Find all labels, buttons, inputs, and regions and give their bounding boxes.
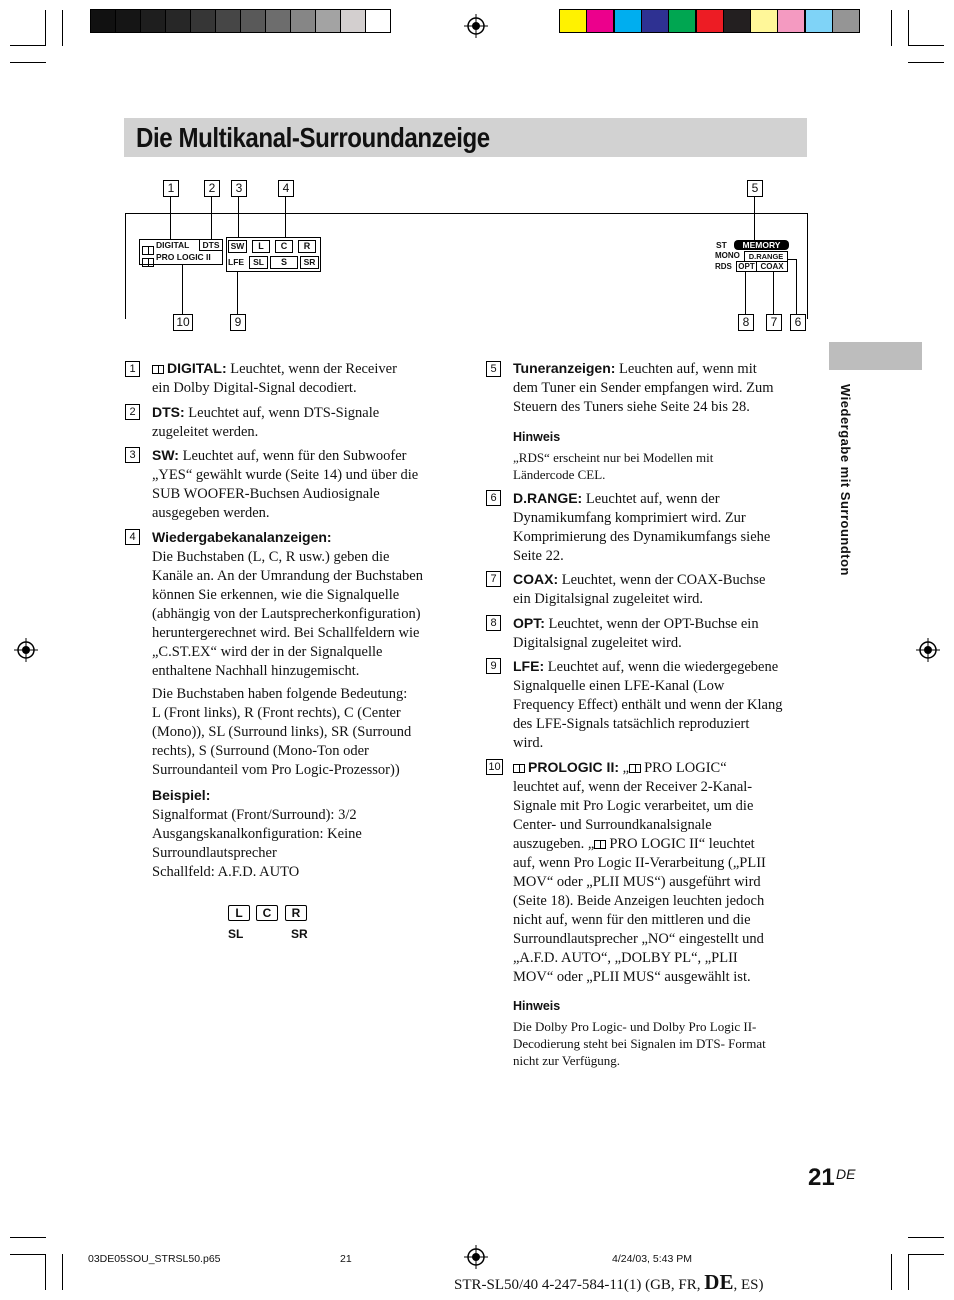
crop-mark <box>45 10 46 46</box>
color-swatch <box>750 9 778 33</box>
display-outline <box>125 213 126 319</box>
footer-page: 21 <box>340 1253 352 1265</box>
color-swatch <box>832 9 860 33</box>
footer-date: 4/24/03, 5:43 PM <box>612 1253 692 1265</box>
callout-6: 6 <box>790 314 806 331</box>
leader-line <box>773 271 774 314</box>
callout-3: 3 <box>231 180 247 197</box>
crop-mark <box>891 10 892 46</box>
item-channels: Wiedergabekanalanzeigen: Die Buchstaben (L, C, R usw.) geben die Kanäle an. An der Umrandung der Buchstaben können Sie erkennen, wie die Signalquelle (abhängig von der Lautsprecherkonfiguration) heruntergerechnet wird. Bei Schallfeldern wie „C.ST.EX“ wird der in der Signalquelle enthaltene Nachhall hinzugemischt. <box>152 529 423 679</box>
item-tuner: Tuneranzeigen: Leuchten auf, wenn mit dem Tuner ein Sender empfangen wird. Zum Steuern des Tuners siehe Seite 24 bis 28. <box>513 360 774 415</box>
display-outline <box>807 213 808 319</box>
crop-mark <box>908 1237 944 1238</box>
callout-7: 7 <box>766 314 782 331</box>
gray-swatch <box>365 9 391 33</box>
item-heading: DIGITAL: <box>167 360 227 376</box>
dolby-icon <box>152 365 164 374</box>
color-swatch <box>586 9 614 33</box>
digital-indicator: DIGITAL <box>156 240 190 250</box>
color-swatch <box>696 9 724 33</box>
callout-10: 10 <box>173 314 193 331</box>
crop-mark <box>908 1254 944 1255</box>
dolby-icon <box>513 764 525 773</box>
color-swatch <box>559 9 587 33</box>
display-outline <box>125 213 808 214</box>
crop-mark <box>10 45 46 46</box>
callout-9: 9 <box>230 314 246 331</box>
crop-mark <box>908 45 944 46</box>
rds-indicator: RDS <box>715 262 732 271</box>
leader-line <box>285 197 286 240</box>
r-indicator: R <box>298 240 316 253</box>
gray-swatch <box>165 9 191 33</box>
callout-8: 8 <box>738 314 754 331</box>
color-swatch <box>614 9 642 33</box>
l-indicator: L <box>252 240 270 253</box>
gray-swatch <box>90 9 116 33</box>
gray-swatch <box>115 9 141 33</box>
item-prologic: PROLOGIC II: „ PRO LOGIC“ leuchtet auf, wenn der Receiver 2-Kanal- Signale mit Pro Logic verarbeitet, um die Center- und Surroundkanalsignale auszugeben. „ PRO LOGIC II“ leuchtet auf, wenn Pro Logic II-Verarbeitung („PLII MOV“ oder „PLII MUS“) ausgeführt wird (Seite 18). Beide Anzeigen leuchten jedoch nicht auf, wenn für den mittleren und die Surroundlautsprecher „NO“ eingestellt und „A.F.D. AUTO“, „DOLBY PL“, „PLII MOV“ oder „PLII MUS“ ausgewählt ist. <box>513 759 766 985</box>
registration-mark-icon <box>464 1245 488 1269</box>
example-c-box: C <box>256 905 278 921</box>
color-swatch <box>668 9 696 33</box>
gray-swatch <box>140 9 166 33</box>
item-number: 5 <box>486 361 501 377</box>
crop-mark <box>45 1254 46 1290</box>
page-language: DE <box>836 1166 856 1182</box>
crop-mark <box>891 1254 892 1290</box>
item-drange: D.RANGE: Leuchtet auf, wenn der Dynamikumfang komprimiert wird. Zur Komprimierung des Dynamikumfangs siehe Seite 22. <box>513 490 771 564</box>
crop-mark <box>10 62 46 63</box>
s-indicator: S <box>270 256 298 269</box>
callout-4: 4 <box>278 180 294 197</box>
leader-line <box>211 197 212 240</box>
c-indicator: C <box>275 240 293 253</box>
sr-indicator: SR <box>300 256 319 269</box>
page-number: 21 <box>808 1164 835 1191</box>
item-number: 10 <box>486 759 503 775</box>
crop-mark <box>62 1254 63 1290</box>
gray-swatch <box>290 9 316 33</box>
note-heading: Hinweis <box>513 430 561 444</box>
crop-mark <box>908 1254 909 1290</box>
channel-letters-meaning: Die Buchstaben haben folgende Bedeutung: L (Front links), R (Front rechts), C (Center (Mono)), SL (Surround links), SR (Surround rechts), S (Surround (Mono-Ton oder Surroundanteil vom Pro Logic-Prozessor)) <box>152 686 412 778</box>
lfe-indicator: LFE <box>228 257 245 267</box>
leader-line <box>788 259 797 260</box>
gray-swatch <box>340 9 366 33</box>
example-r-box: R <box>285 905 307 921</box>
item-lfe: LFE: Leuchtet auf, wenn die wiedergegebene Signalquelle einen LFE-Kanal (Low Frequency Effect) enthält und wenn der Klang des LFE-Signals tatsächlich reproduziert wird. <box>513 658 783 751</box>
mono-indicator: MONO <box>715 251 740 260</box>
crop-mark <box>10 1237 46 1238</box>
note-text: Die Dolby Pro Logic- und Dolby Pro Logic II- Decodierung steht bei Signalen im DTS- Format nicht zur Verfügung. <box>513 1019 766 1068</box>
item-digital: DIGITAL: Leuchtet, wenn der Receiver ein Dolby Digital-Signal decodiert. <box>152 360 397 396</box>
chapter-label: Wiedergabe mit Surroundton <box>838 384 853 576</box>
crop-mark <box>10 1254 46 1255</box>
item-number: 4 <box>125 529 140 545</box>
footer-filename: 03DE05SOU_STRSL50.p65 <box>88 1253 221 1265</box>
callout-2: 2 <box>204 180 220 197</box>
dolby-icon <box>142 253 157 271</box>
leader-line <box>745 271 746 314</box>
note-heading: Hinweis <box>513 999 561 1013</box>
leader-line <box>237 270 238 314</box>
item-number: 3 <box>125 447 140 463</box>
crop-mark <box>62 10 63 46</box>
crop-mark <box>908 62 944 63</box>
leader-line <box>182 263 183 314</box>
gray-swatch <box>240 9 266 33</box>
memory-indicator: MEMORY <box>734 240 789 250</box>
dolby-icon <box>629 764 641 773</box>
item-coax: COAX: Leuchtet, wenn der COAX-Buchse ein Digitalsignal zugeleitet wird. <box>513 571 766 607</box>
callout-1: 1 <box>163 180 179 197</box>
sl-indicator: SL <box>249 256 268 269</box>
item-number: 2 <box>125 404 140 420</box>
registration-mark-icon <box>14 638 38 662</box>
leader-line <box>170 197 171 240</box>
sw-indicator: SW <box>228 240 247 253</box>
gray-swatch <box>265 9 291 33</box>
example-l-box: L <box>228 905 250 921</box>
item-number: 6 <box>486 490 501 506</box>
drange-indicator: D.RANGE <box>744 251 788 262</box>
footer-model: STR-SL50/40 4-247-584-11(1) (GB, FR, DE, ES) <box>454 1270 764 1294</box>
dolby-icon <box>594 840 606 849</box>
dts-indicator: DTS <box>199 239 223 251</box>
gray-swatch <box>315 9 341 33</box>
registration-mark-icon <box>464 14 488 38</box>
example-block: Beispiel: Signalformat (Front/Surround): 3/2 Ausgangskanalkonfiguration: Keine Surroundlautsprecher Schallfeld: A.F.D. AUTO <box>152 787 362 880</box>
example-sr: SR <box>291 927 308 941</box>
opt-indicator: OPT <box>736 261 757 272</box>
leader-line <box>238 197 239 240</box>
item-sw: SW: Leuchtet auf, wenn für den Subwoofer „YES“ gewählt wurde (Seite 14) und über die SUB WOOFER-Buchsen Audiosignale ausgegeben werden. <box>152 447 419 521</box>
color-swatch <box>723 9 751 33</box>
prologic-indicator: PRO LOGIC II <box>156 252 211 262</box>
callout-5: 5 <box>747 180 763 197</box>
leader-line <box>796 260 797 314</box>
color-swatch <box>805 9 833 33</box>
chapter-tab <box>829 342 922 370</box>
item-dts: DTS: Leuchtet auf, wenn DTS-Signale zugeleitet werden. <box>152 404 380 440</box>
example-sl: SL <box>228 927 244 941</box>
item-number: 1 <box>125 361 140 377</box>
item-number: 9 <box>486 658 501 674</box>
color-swatch <box>641 9 669 33</box>
page-title: Die Multikanal-Surroundanzeige <box>136 122 490 153</box>
item-number: 7 <box>486 571 501 587</box>
leader-line <box>754 197 755 240</box>
color-swatch <box>777 9 805 33</box>
item-number: 8 <box>486 615 501 631</box>
registration-mark-icon <box>916 638 940 662</box>
gray-swatch <box>190 9 216 33</box>
gray-swatch <box>215 9 241 33</box>
st-indicator: ST <box>716 240 727 250</box>
note-text: „RDS“ erscheint nur bei Modellen mit Ländercode CEL. <box>513 450 714 482</box>
coax-indicator: COAX <box>756 261 788 272</box>
item-opt: OPT: Leuchtet, wenn der OPT-Buchse ein Digitalsignal zugeleitet wird. <box>513 615 759 651</box>
crop-mark <box>908 10 909 46</box>
